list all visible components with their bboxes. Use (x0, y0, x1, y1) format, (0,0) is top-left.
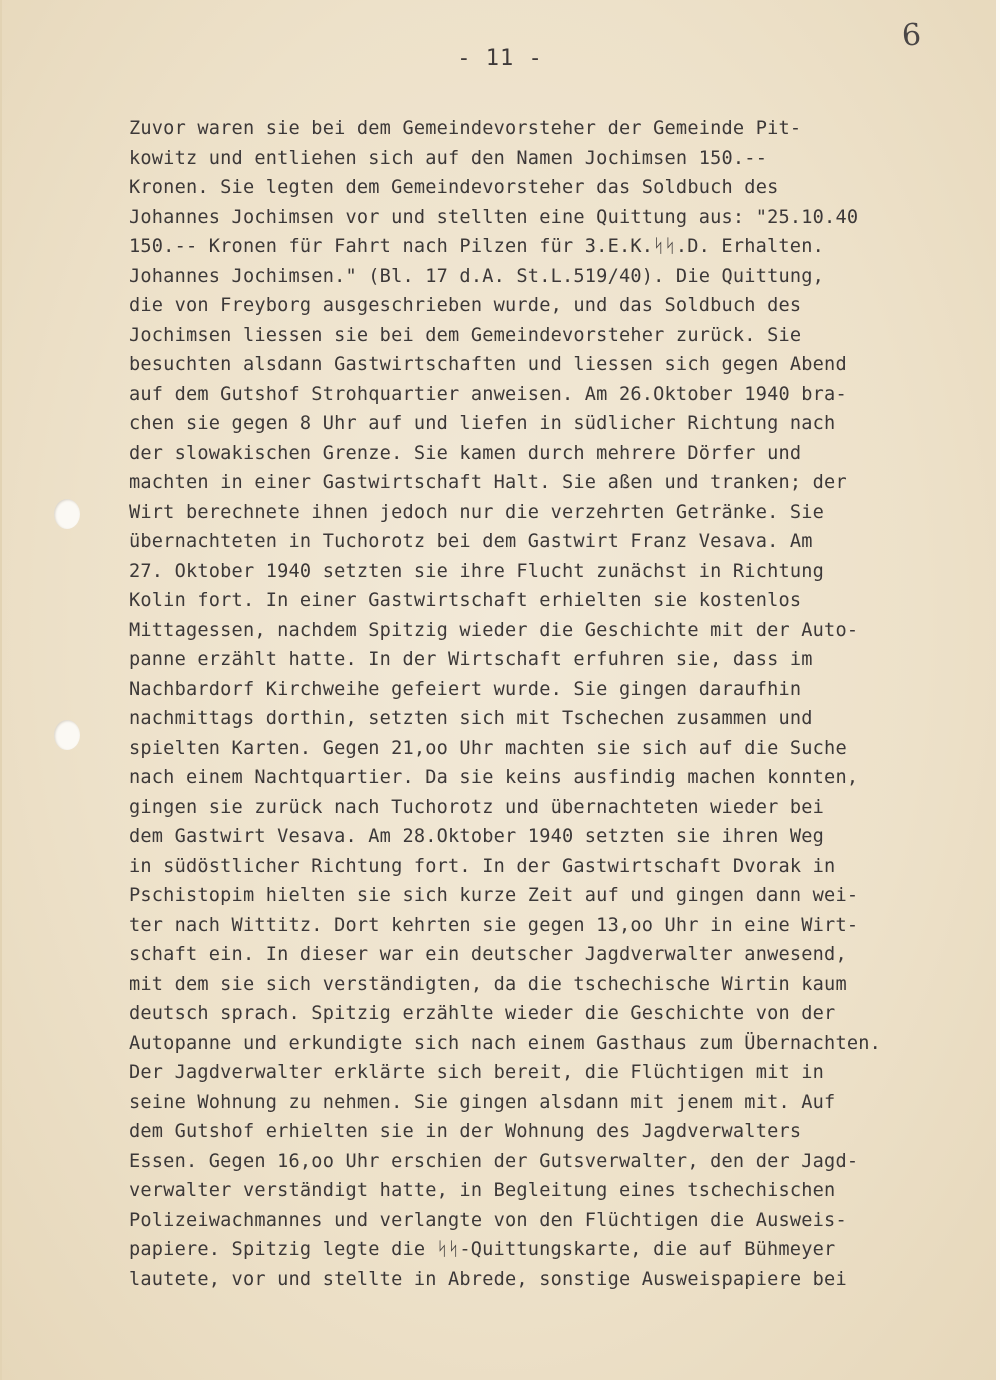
text-line: Pschistopim hielten sie sich kurze Zeit auf und gingen dann wei- (129, 885, 859, 906)
text-line: Jochimsen liessen sie bei dem Gemeindevorsteher zurück. Sie (129, 324, 802, 346)
text-line: Polizeiwachmannes und verlangte von den Flüchtigen die Ausweis- (129, 1209, 847, 1231)
punch-hole (54, 499, 80, 529)
text-line: seine Wohnung zu nehmen. Sie gingen alsdann mit jenem mit. Auf (129, 1091, 836, 1113)
text-line: verwalter verständigt hatte, in Begleitung eines tschechischen (129, 1180, 836, 1201)
text-line: übernachteten in Tuchorotz bei dem Gastwirt Franz Vesava. Am (129, 531, 813, 552)
text-line: Wirt berechnete ihnen jedoch nur die verzehrten Getränke. Sie (129, 501, 825, 523)
text-line: deutsch sprach. Spitzig erzählte wieder die Geschichte von der (129, 1003, 836, 1024)
text-line: kowitz und entliehen sich auf den Namen Jochimsen 150.-- (129, 147, 768, 169)
text-line: auf dem Gutshof Strohquartier anweisen. Am 26.Oktober 1940 bra- (129, 383, 847, 405)
text-line: Kronen. Sie legten dem Gemeindevorsteher das Soldbuch des (129, 177, 779, 198)
text-line: Kolin fort. In einer Gastwirtschaft erhielten sie kostenlos (129, 590, 802, 611)
punch-hole (54, 720, 80, 750)
text-line: Autopanne und erkundigte sich nach einem Gasthaus zum Übernachten. (129, 1032, 882, 1054)
typed-body-text (129, 114, 919, 1294)
text-line: schaft ein. In dieser war ein deutscher Jagdverwalter anwesend, (129, 944, 847, 965)
text-line: 27. Oktober 1940 setzten sie ihre Flucht zunächst in Richtung (129, 560, 825, 582)
text-line: spielten Karten. Gegen 21,oo Uhr machten sie sich auf die Suche (129, 737, 847, 759)
text-line: nach einem Nachtquartier. Da sie keins ausfindig machen konnten, (129, 767, 859, 788)
text-line: Essen. Gegen 16,oo Uhr erschien der Gutsverwalter, den der Jagd- (129, 1150, 859, 1172)
text-line: Johannes Jochimsen vor und stellten eine Quittung aus: "25.10.40 (129, 206, 859, 228)
text-line: 150.-- Kronen für Fahrt nach Pilzen für 3.E.K.ᛋᛋ.D. Erhalten. (129, 236, 824, 257)
text-line: besuchten alsdann Gastwirtschaften und liessen sich gegen Abend (129, 354, 847, 375)
text-line: papiere. Spitzig legte die ᛋᛋ-Quittungskarte, die auf Bühmeyer (129, 1239, 836, 1260)
text-line: dem Gastwirt Vesava. Am 28.Oktober 1940 setzten sie ihren Weg (129, 826, 825, 847)
text-line: Der Jagdverwalter erklärte sich bereit, die Flüchtigen mit in (129, 1062, 825, 1083)
text-line: Nachbardorf Kirchweihe gefeiert wurde. Sie gingen daraufhin (129, 678, 802, 700)
text-line: die von Freyborg ausgeschrieben wurde, und das Soldbuch des (129, 295, 802, 316)
text-line: nachmittags dorthin, setzten sich mit Tschechen zusammen und (129, 708, 813, 729)
folio-number: 6 (900, 17, 923, 54)
text-line: Johannes Jochimsen." (Bl. 17 d.A. St.L.519/40). Die Quittung, (129, 265, 825, 287)
text-line: in südöstlicher Richtung fort. In der Gastwirtschaft Dvorak in (129, 855, 836, 877)
text-line: dem Gutshof erhielten sie in der Wohnung des Jagdverwalters (129, 1121, 802, 1142)
text-line: Mittagessen, nachdem Spitzig wieder die Geschichte mit der Auto- (129, 619, 859, 641)
text-line: Zuvor waren sie bei dem Gemeindevorsteher der Gemeinde Pit- (129, 118, 802, 139)
text-line: mit dem sie sich verständigten, da die tschechische Wirtin kaum (129, 973, 847, 995)
text-line: chen sie gegen 8 Uhr auf und liefen in südlicher Richtung nach (129, 413, 836, 434)
page-edge-left (0, 0, 2, 1380)
text-line: panne erzählt hatte. In der Wirtschaft erfuhren sie, dass im (129, 649, 813, 670)
page-edge-right (996, 0, 1000, 1380)
text-line: der slowakischen Grenze. Sie kamen durch mehrere Dörfer und (129, 442, 802, 464)
text-line: lautete, vor und stellte in Abrede, sonstige Ausweispapiere bei (129, 1268, 847, 1290)
text-line: ter nach Wittitz. Dort kehrten sie gegen 13,oo Uhr in eine Wirt- (129, 914, 859, 936)
page-number: - 11 - (457, 46, 543, 71)
text-line: machten in einer Gastwirtschaft Halt. Sie aßen und tranken; der (129, 472, 847, 493)
text-line: gingen sie zurück nach Tuchorotz und übernachteten wieder bei (129, 796, 825, 818)
